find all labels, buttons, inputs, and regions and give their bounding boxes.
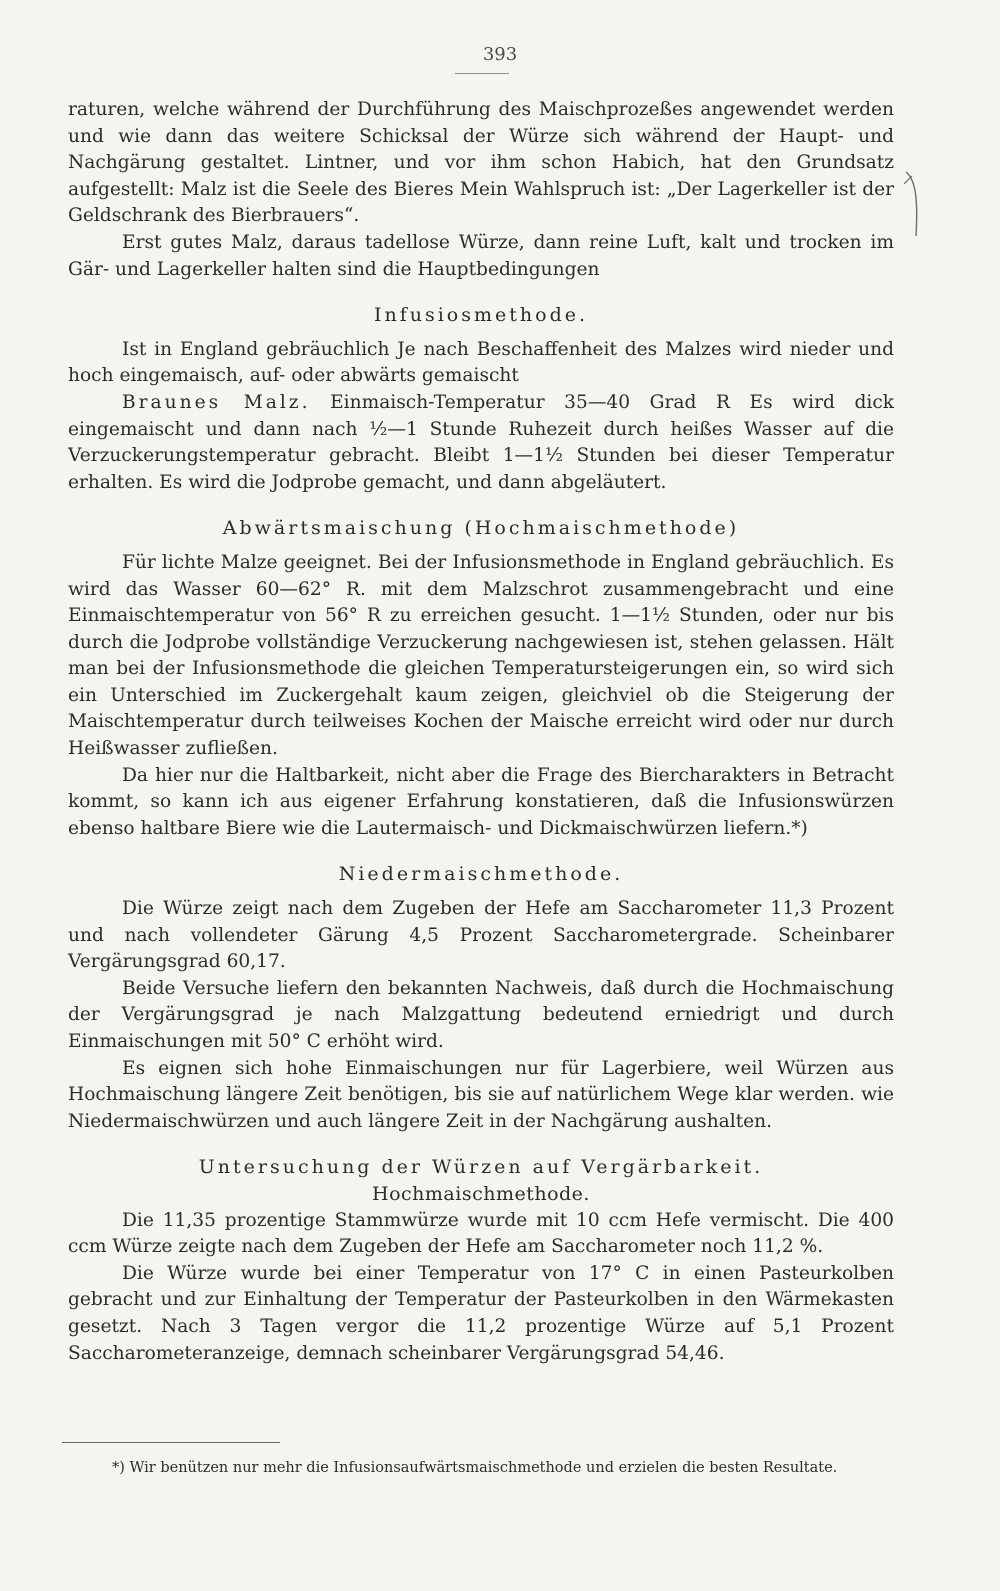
paragraph-1: raturen, welche während der Durchführung des Maischprozeßes angewendet werden und wie dann das weitere Schicksal der Würze sich während der Haupt- und Nachgärung gestaltet. Lintner, und vor ihm schon Habich, hat den Grundsatz aufgestellt: Malz ist die Seele des Bieres Mein Wahlspruch ist: „Der Lagerkeller ist der Geldschrank des Bierbrauers“. (68, 99, 894, 227)
paragraph-4 (68, 390, 894, 496)
paragraph-8: Beide Versuche liefern den bekannten Nachweis, daß durch die Hochmaischung der Vergärungsgrad je nach Malzgattung bedeutend erniedrigt und durch Einmaischungen mit 50° C erhöht wird. (68, 977, 894, 1052)
page-number: 393 (482, 44, 518, 65)
paragraph-2: Erst gutes Malz, daraus tadellose Würze, dann reine Luft, kalt und trocken im Gär- und Lagerkeller halten sind die Hauptbedingungen (68, 231, 894, 280)
paragraph-7: Die Würze zeigt nach dem Zugeben der Hefe am Saccharometer 11,3 Prozent und nach vollendeter Gärung 4,5 Prozent Saccharometergrade. Scheinbarer Vergärungsgrad 60,17. (68, 898, 894, 973)
paragraph-6: Da hier nur die Haltbarkeit, nicht aber die Frage des Biercharakters in Betracht kommt, so kann ich aus eigener Erfahrung konstatieren, daß die Infusionswürzen ebenso haltbare Biere wie die Lautermaisch- und Dickmaischwürzen liefern.*) (68, 764, 894, 839)
margin-bracket-mark (904, 170, 922, 238)
page-number-rule (455, 73, 509, 74)
paragraph-5: Für lichte Malze geeignet. Bei der Infusionsmethode in England gebräuchlich. Es wird das Wasser 60—62° R. mit dem Malzschrot zusammengebracht und eine Einmaischtemperatur von 56° R zu erreichen gesucht. 1—1½ Stunden, oder nur bis durch die Jodprobe vollständige Verzuckerung nachgewiesen ist, stehen gelassen. Hält man bei der Infusionsmethode die gleichen Temperatursteigerungen ein, so wird sich ein Unterschied im Zuckergehalt kaum zeigen, gleichviel ob die Steigerung der Maischtemperatur durch teilweises Kochen der Maische erreicht wird oder nur durch Heißwasser zufließen. (68, 551, 894, 760)
paragraph-4-text: Einmaisch-Temperatur 35—40 Grad R Es wird dick eingemaischt und dann nach ½—1 Stunde Ruhezeit durch heißes Wasser auf die Verzuckerungstemperatur gebracht. Bleibt 1—1½ Stunden bei dieser Temperatur erhalten. Es wird die Jodprobe gemacht, und dann abgeläutert. (68, 391, 894, 493)
heading-hochmaischmethode: Hochmaischmethode. (372, 1182, 590, 1205)
heading-infusion: Infusiosmethode. (373, 304, 589, 327)
paragraph-9: Es eignen sich hohe Einmaischungen nur für Lagerbiere, weil Würzen aus Hochmaischung längere Zeit benötigen, bis sie auf natürlichem Wege klar werden. wie Niedermaischwürzen und auch längere Zeit in der Nachgärung aushalten. (68, 1057, 894, 1132)
paragraph-11: Die Würze wurde bei einer Temperatur von 17° C in einen Pasteurkolben gebracht und zur Einhaltung der Temperatur der Pasteurkolben in den Wärmekasten gesetzt. Nach 3 Tagen vergor die 11,2 prozentige Würze auf 5,1 Prozent Saccharometeranzeige, demnach scheinbarer Vergärungsgrad 54,46. (68, 1262, 894, 1364)
label-braunes-malz: Braunes Malz. (122, 391, 311, 413)
heading-untersuchung: Untersuchung der Würzen auf Vergärbarkeit. (198, 1156, 764, 1179)
paragraph-3: Ist in England gebräuchlich Je nach Beschaffenheit des Malzes wird nieder und hoch eingemaisch, auf- oder abwärts gemaischt (68, 338, 894, 387)
paragraph-10: Die 11,35 prozentige Stammwürze wurde mit 10 ccm Hefe vermischt. Die 400 ccm Würze zeigte nach dem Zugeben der Hefe am Saccharometer noch 11,2 %. (68, 1209, 894, 1258)
footnote: *) Wir benützen nur mehr die Infusionsaufwärtsmaischmethode und erzielen die besten Resultate. (112, 1460, 838, 1476)
footnote-rule (62, 1442, 280, 1443)
heading-niedermaischmethode: Niedermaischmethode. (338, 863, 624, 886)
heading-abwaertsmaischung: Abwärtsmaischung (Hochmaischmethode) (222, 517, 740, 540)
body-text (68, 97, 894, 1367)
